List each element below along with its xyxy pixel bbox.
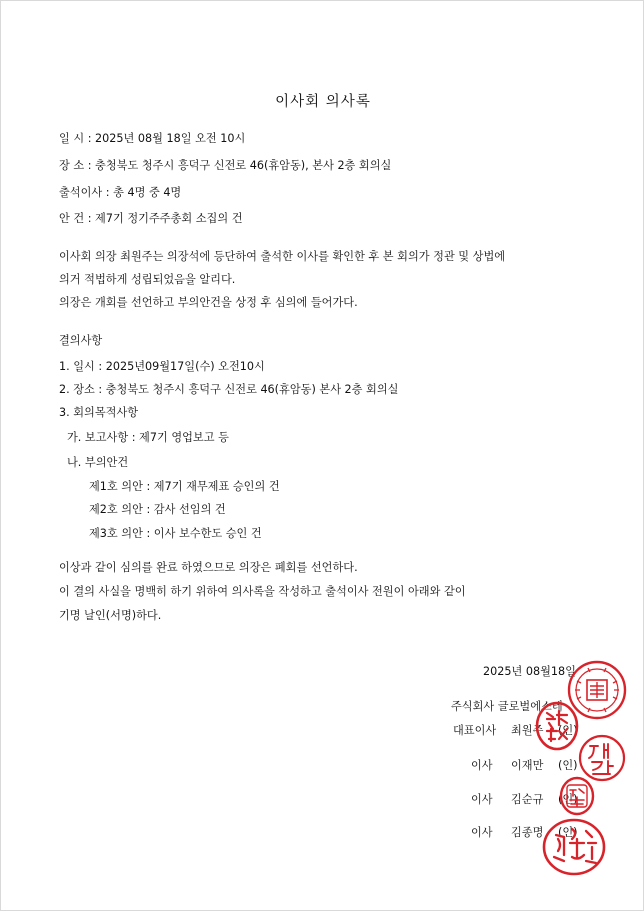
intro-line-2: 의거 적법하게 성립되었음을 알리다. — [59, 273, 236, 286]
closing-line-3: 기명 날인(서명)하다. — [59, 609, 162, 622]
meeting-datetime: 일 시 : 2025년 08월 18일 오전 10시 — [59, 132, 246, 145]
signer-role: 이사 — [471, 759, 493, 772]
signer-seal-mark: (인) — [558, 826, 578, 839]
company-name: 주식회사 글로벌에스테 — [451, 700, 563, 713]
agenda-item-3: 제3호 의안 : 이사 보수한도 승인 건 — [89, 527, 262, 540]
document-title: 이사회 의사록 — [275, 94, 371, 110]
resolution-item-1: 1. 일시 : 2025년09월17일(수) 오전10시 — [59, 360, 265, 373]
meeting-place: 장 소 : 충청북도 청주시 흥덕구 신전로 46(휴암동), 본사 2층 회의실 — [59, 159, 392, 172]
signer-role: 이사 — [471, 826, 493, 839]
agenda-matters: 나. 부의안건 — [67, 456, 129, 469]
signer-name: 김순규 — [511, 793, 544, 806]
signer-seal-mark: (인) — [558, 759, 578, 772]
agenda-subject: 안 건 : 제7기 정기주주총회 소집의 건 — [59, 212, 243, 225]
resolution-item-3: 3. 회의목적사항 — [59, 406, 139, 419]
agenda-item-1: 제1호 의안 : 제7기 재무제표 승인의 건 — [89, 480, 280, 493]
signer-seal-mark: (인) — [558, 793, 578, 806]
signer-role: 이사 — [471, 793, 493, 806]
signing-date: 2025년 08월18일 — [483, 665, 576, 678]
intro-line-3: 의장은 개회를 선언하고 부의안건을 상정 후 심의에 들어가다. — [59, 296, 358, 309]
intro-line-1: 이사회 의장 최원주는 의장석에 등단하여 출석한 이사를 확인한 후 본 회의가 정관 및 상법에 — [59, 250, 506, 263]
signer-name: 최원주 — [511, 724, 544, 737]
closing-line-2: 이 결의 사실을 명백히 하기 위하여 의사록을 작성하고 출석이사 전원이 아래와 같이 — [59, 585, 466, 598]
signer-seal-mark: (인) — [558, 724, 578, 737]
director-seal-icon — [558, 776, 596, 816]
director-seal-icon — [578, 734, 626, 782]
signer-role: 대표이사 — [453, 724, 497, 737]
ceo-seal-icon — [535, 701, 579, 751]
resolution-heading: 결의사항 — [59, 334, 103, 347]
resolution-item-2: 2. 장소 : 충청북도 청주시 흥덕구 신전로 46(휴암동) 본사 2층 회의실 — [59, 383, 399, 396]
signer-name: 김종명 — [511, 826, 544, 839]
agenda-item-2: 제2호 의안 : 감사 선임의 건 — [89, 503, 226, 516]
signer-name: 이재만 — [511, 759, 544, 772]
report-matters: 가. 보고사항 : 제7기 영업보고 등 — [67, 431, 229, 444]
attending-directors: 출석이사 : 총 4명 중 4명 — [59, 186, 182, 199]
director-seal-icon — [542, 817, 606, 877]
closing-line-1: 이상과 같이 심의를 완료 하였으므로 의장은 폐회를 선언하다. — [59, 561, 358, 574]
